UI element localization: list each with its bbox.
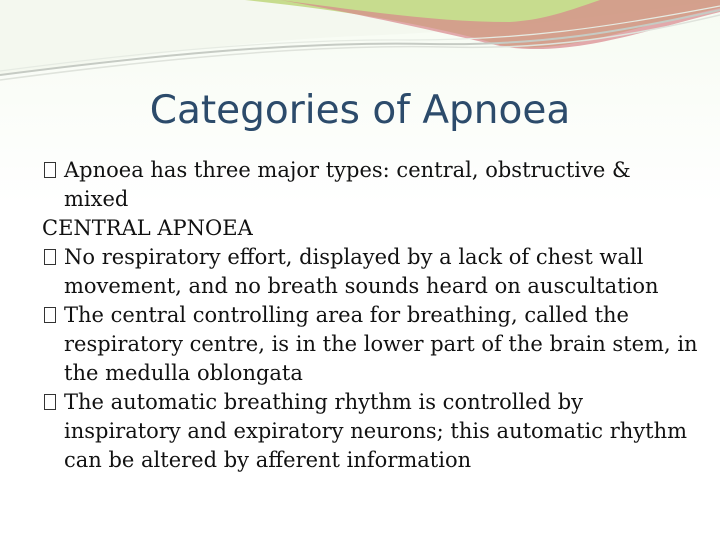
bullet-item-3-text [64,388,692,417]
intro-bullet-text [64,156,692,185]
bullet-item-2-text [64,301,692,330]
bullet-item-3-line-1: The automatic breathing rhythm is controlled by [64,390,584,414]
bullet-item-2-line-1: The central controlling area for breathing, called the [64,303,629,327]
bullet-item-3-line-3: can be altered by afferent information [64,448,472,472]
bullet-item-2-line-2: respiratory centre, is in the lower part of the brain stem, in [64,332,698,356]
slide-title: Categories of Apnoea [149,88,571,133]
intro-bullet-line-1: Apnoea has three major types: central, obstructive & [64,158,631,182]
top-decoration [0,0,720,95]
bullet-item-2-line-3: the medulla oblongata [64,361,303,385]
bullet-item-1-line-2: movement, and no breath sounds heard on auscultation [64,274,659,298]
bullet-item-1-text [64,243,692,272]
bullet-item-1 [42,243,692,272]
bullet-item-1-line-1: No respiratory effort, displayed by a lack of chest wall [64,245,644,269]
intro-bullet-line-2: mixed [64,187,129,211]
bullet-box-icon [42,388,64,417]
bullet-item-2 [42,301,692,330]
intro-bullet [42,156,692,185]
bullet-box-icon [42,243,64,272]
slide-body [42,156,698,475]
bullet-item-3 [42,388,692,417]
bullet-item-3-line-2: inspiratory and expiratory neurons; this automatic rhythm [64,419,688,443]
section-heading: CENTRAL APNOEA [42,216,253,240]
bullet-box-icon [42,156,64,185]
bullet-box-icon [42,301,64,330]
